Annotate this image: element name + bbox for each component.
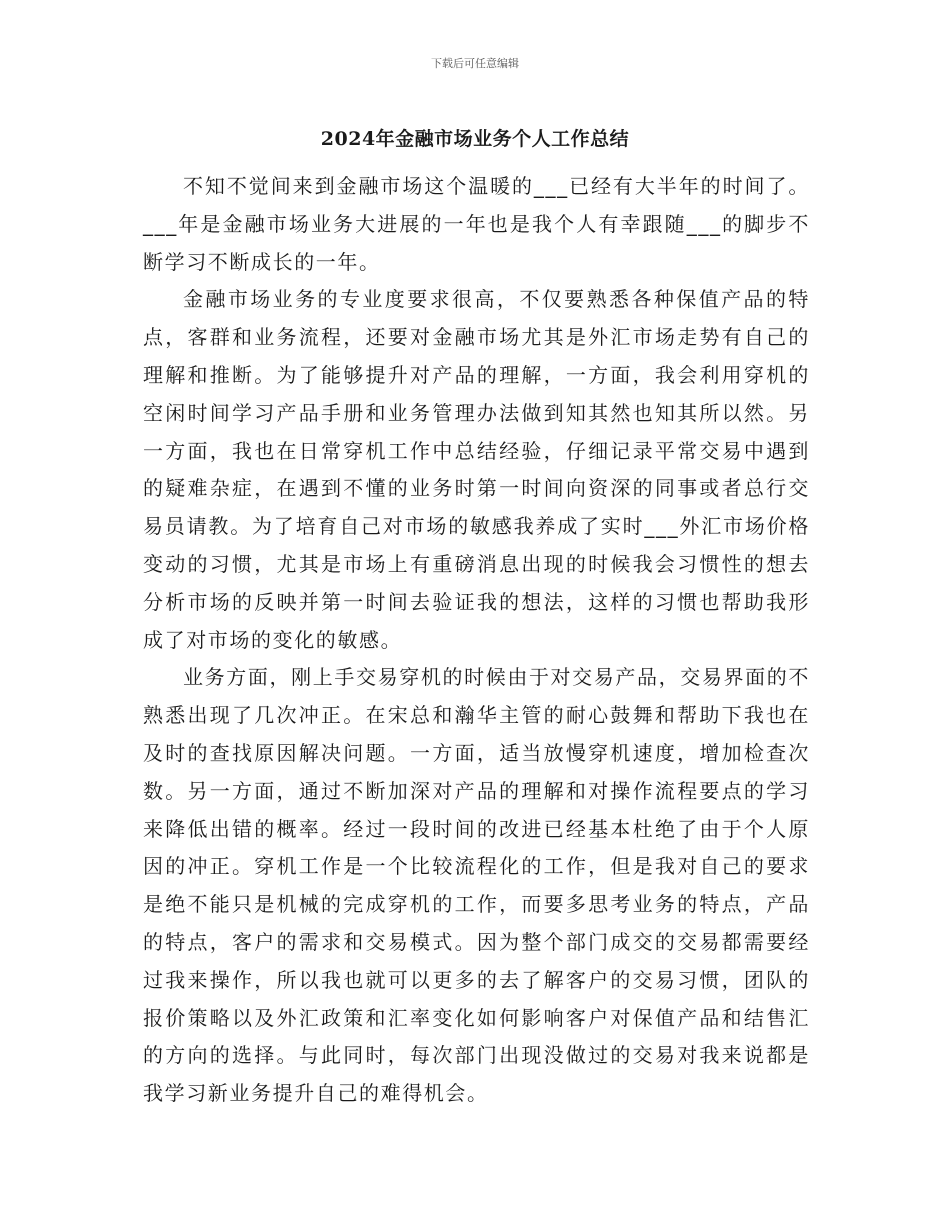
paragraph-business: 业务方面，刚上手交易穿机的时候由于对交易产品，交易界面的不熟悉出现了几次冲正。在宋总和瀚华主管的耐心鼓舞和帮助下我也在及时的查找原因解决问题。一方面，适当放慢穿机速度，增加检查次数。另一方面，通过不断加深对产品的理解和对操作流程要点的学习来降低出错的概率。经过一段时间的改进已经基本杜绝了由于个人原因的冲正。穿机工作是一个比较流程化的工作，但是我对自己的要求是绝不能只是机械的完成穿机的工作，而要多思考业务的特点，产品的特点，客户的需求和交易模式。因为整个部门成交的交易都需要经过我来操作，所以我也就可以更多的去了解客户的交易习惯，团队的报价策略以及外汇政策和汇率变化如何影响客户对保值产品和结售汇的方向的选择。与此同时，每次部门出现没做过的交易对我来说都是我学习新业务提升自己的难得机会。 bbox=[143, 665, 810, 1106]
header-note: 下载后可任意编辑 bbox=[431, 57, 519, 70]
document-body bbox=[143, 168, 810, 1113]
document-title: 2024年金融市场业务个人工作总结 bbox=[320, 128, 630, 150]
paragraph-intro: 不知不觉间来到金融市场这个温暖的___已经有大半年的时间了。___年是金融市场业务大进展的一年也是我个人有幸跟随___的脚步不断学习不断成长的一年。 bbox=[143, 174, 810, 274]
paragraph-professional-learning: 金融市场业务的专业度要求很高，不仅要熟悉各种保值产品的特点，客群和业务流程，还要对金融市场尤其是外汇市场走势有自己的理解和推断。为了能够提升对产品的理解，一方面，我会利用穿机的空闲时间学习产品手册和业务管理办法做到知其然也知其所以然。另一方面，我也在日常穿机工作中总结经验，仔细记录平常交易中遇到的疑难杂症，在遇到不懂的业务时第一时间向资深的同事或者总行交易员请教。为了培育自己对市场的敏感我养成了实时___外汇市场价格变动的习惯，尤其是市场上有重磅消息出现的时候我会习惯性的想去分析市场的反映并第一时间去验证我的想法，这样的习惯也帮助我形成了对市场的变化的敏感。 bbox=[143, 287, 810, 652]
